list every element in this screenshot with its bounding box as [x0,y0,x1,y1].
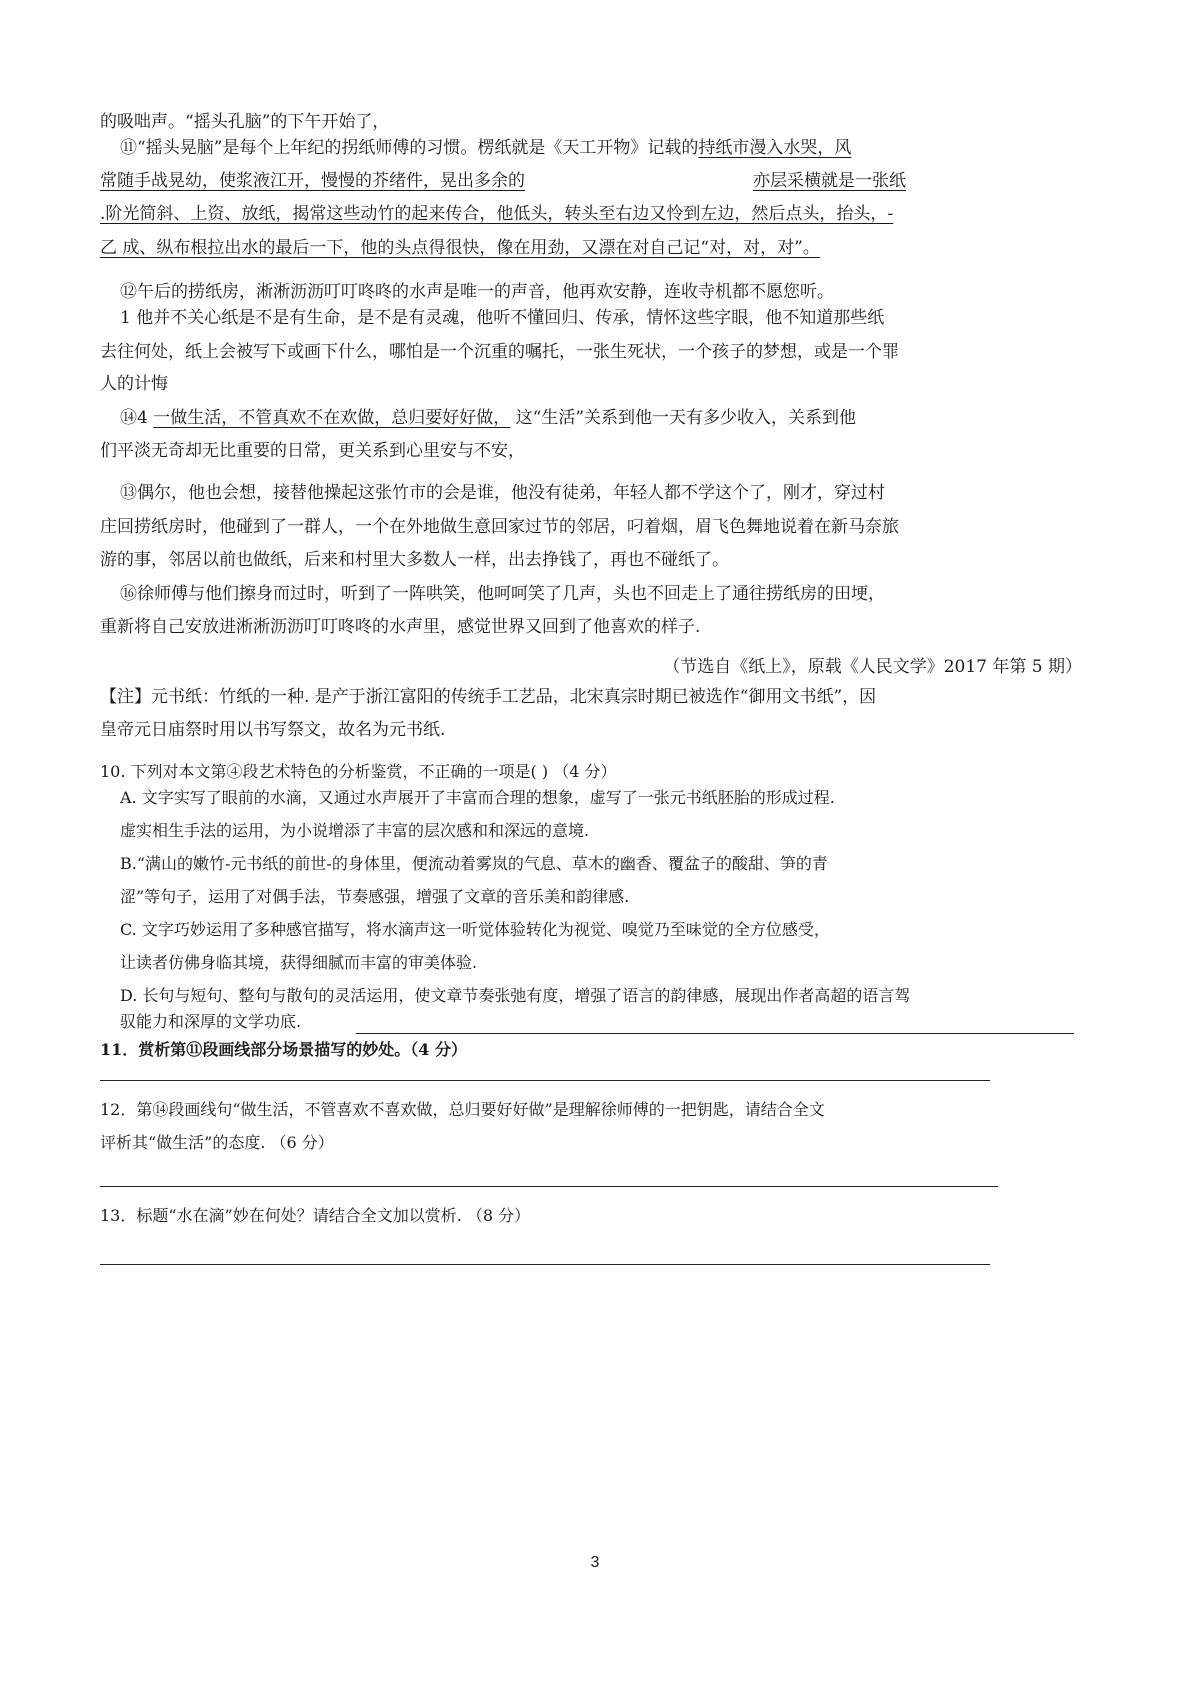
text-span: 这“生活”关系到他一天有多少收入，关系到他 [510,408,857,428]
answer-line [100,1264,990,1265]
paragraph-11-line: 乙 成、纵布根拉出水的最后一下，他的头点得很快，像在用劲，又漂在对自己记“对，对，对”。 [100,238,820,258]
text-span: ⑭4 [120,408,154,428]
paragraph-16-line: 重新将自己安放进淅淅沥沥叮叮咚咚的水声里，感觉世界又回到了他喜欢的样子. [100,617,701,637]
question-10: 10. 下列对本文第④段艺术特色的分析鉴赏，不正确的一项是( ) （4 分） [100,762,617,781]
option-a-cont: 虚实相生手法的运用，为小说增添了丰富的层次感和和深远的意境. [120,821,590,840]
paragraph-14-line: 们平淡无奇却无比重要的日常，更关系到心里安与不安， [100,441,525,461]
answer-line [100,1186,998,1187]
question-13: 13．标题“水在滴”妙在何处？请结合全文加以赏析. （8 分） [100,1206,531,1225]
paragraph-13-line: 去往何处，纸上会被写下或画下什么，哪怕是一个沉重的嘱托，一张生死状，一个孩子的梦想，或是一个罪 [100,342,899,362]
paragraph-14-line [120,406,856,430]
paragraph-11-line [120,136,851,160]
note-line: 【注】元书纸：竹纸的一种. 是产于浙江富阳的传统手工艺品，北宋真宗时期已被选作“御用文书纸”，因 [100,687,877,707]
option-c-cont: 让读者仿佛身临其境，获得细腻而丰富的审美体验. [120,953,478,972]
paragraph-13-line: 人的计悔 [100,374,168,394]
underlined-text: 亦层采横就是一张纸 [753,171,906,191]
page-number: 3 [590,1554,600,1571]
option-b: B.“满山的嫩竹-元书纸的前世-的身体里，便流动着雾岚的气息、草木的幽香、覆盆子的酸甜、笋的青 [120,854,828,873]
question-11: 11．赏析第⑪段画线部分场景描写的妙处。（4 分） [100,1040,467,1059]
paragraph-13-line: 1 他并不关心纸是不是有生命，是不是有灵魂，他听不懂回归、传承，情怀这些字眼，他不知道那些纸 [120,308,885,328]
paragraph-16-line: ⑯徐师傅与他们擦身而过时，听到了一阵哄笑，他呵呵笑了几声，头也不回走上了通往捞纸房的田埂， [120,584,885,604]
option-b-cont: 涩”等句子，运用了对偶手法，节奏感强，增强了文章的音乐美和韵律感. [120,887,630,906]
note-line: 皇帝元日庙祭时用以书写祭文，故名为元书纸. [100,720,446,740]
paragraph-15-line: 游的事，邻居以前也做纸，后来和村里大多数人一样，出去挣钱了，再也不碰纸了。 [100,550,729,570]
paragraph-15-line: ⑬偶尔，他也会想，接替他操起这张竹市的会是谁，他没有徒弟，年轻人都不学这个了，刚才，穿过村 [120,483,885,503]
paragraph-12: ⑫午后的捞纸房，淅淅沥沥叮叮咚咚的水声是唯一的声音，他再欢安静，连收寺机都不愿您听。 [120,282,834,302]
answer-line [356,1033,1074,1034]
option-a: A. 文字实写了眼前的水滴，又通过水声展开了丰富而合理的想象，虚写了一张元书纸胚胎的形成过程. [120,788,835,807]
option-d-cont: 驭能力和深厚的文学功底. [120,1012,302,1031]
paragraph-11-line [100,169,906,193]
question-12: 12．第⑭段画线句“做生活，不管喜欢不喜欢做，总归要好好做”是理解徐师傅的一把钥匙，请结合全文 [100,1100,825,1119]
paragraph-15-line: 庄回捞纸房时，他碰到了一群人，一个在外地做生意回家过节的邻居，叼着烟，眉飞色舞地说着在新马奈旅 [100,517,899,537]
question-12-cont: 评析其“做生活”的态度. （6 分） [100,1133,334,1152]
underlined-text: 持纸市漫入水哭，风 [698,138,852,158]
underlined-text: 常随手战晃幼，使浆液江开，慢慢的芥绪件，晃出多余的 [100,171,525,191]
option-c: C. 文字巧妙运用了多种感官描写，将水滴声这一听觉体验转化为视觉、嗅觉乃至味觉的全方位感受， [120,920,830,939]
option-d: D. 长句与短句、整句与散句的灵活运用，使文章节奏张弛有度，增强了语言的韵律感，展现出作者高超的语言驾 [120,986,911,1005]
source-citation: （节选自《纸上》，原载《人民文学》2017 年第 5 期） [663,657,1082,677]
underlined-text: 一做生活，不管真欢不在欢做，总归要好好做， [153,408,511,428]
paragraph-11-line: .阶光简斜、上资、放纸，揭常这些动竹的起来传合，他低头，转头至右边又怜到左边，然后点头，抬头，- [100,204,894,224]
text-line: 的吸咄声。“摇头孔脑”的下午开始了， [100,112,390,132]
answer-line [100,1080,990,1081]
text-span: ⑪“摇头晃脑”是每个上年纪的拐纸师傅的习惯。楞纸就是《天工开物》记载的 [120,138,699,158]
